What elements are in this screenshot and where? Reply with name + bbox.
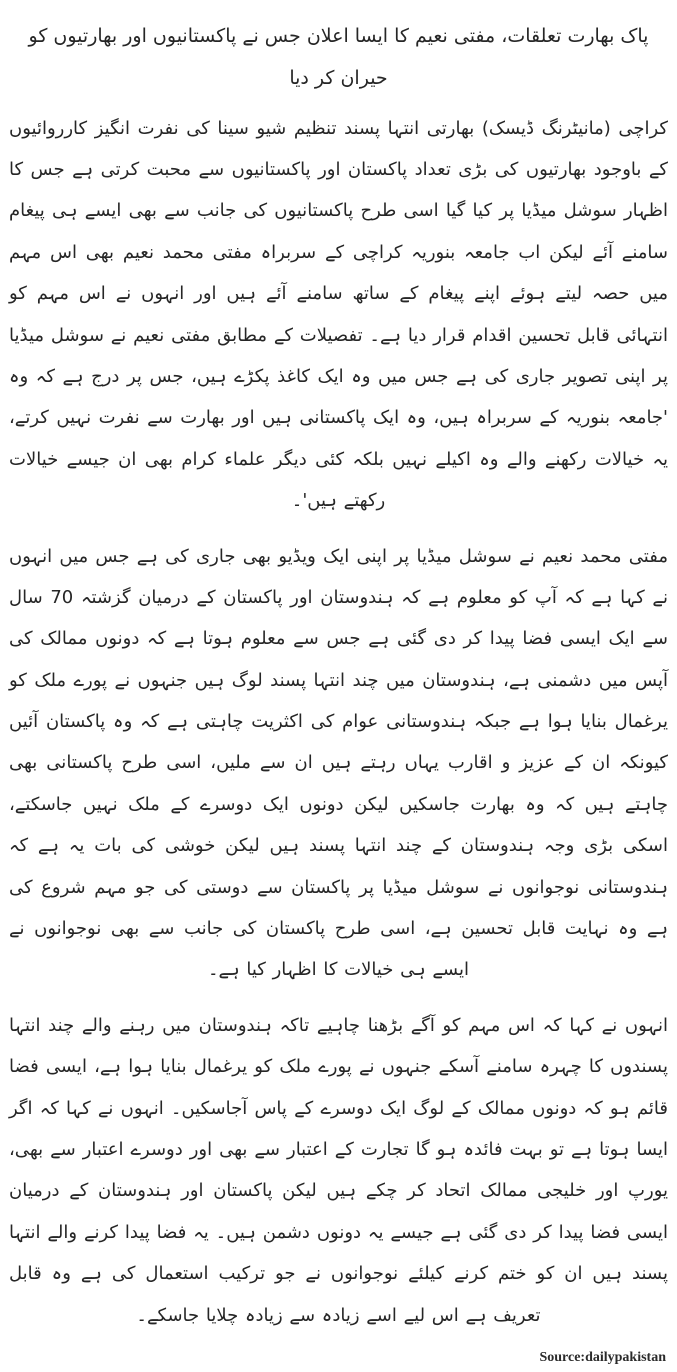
article-paragraph-intro: کراچی (مانیٹرنگ ڈیسک) بھارتی انتہا پسند تنظیم شیو سینا کی نفرت انگیز کارروائیوں کے باوجود بھارتیوں کی بڑی تعداد پاکستان اور پاکستانیوں سے محبت کرتی ہے جس کا اظہار سوشل میڈیا پر کیا گیا اسی طرح پاکستانیوں کی جانب سے بھی ایسے ہی پیغام سامنے آئے لیکن اب جامعہ بنوریہ کراچی کے سربراہ مفتی محمد نعیم بھی اس مہم میں حصہ لیتے ہوئے اپنے پیغام کے ساتھ سامنے آئے ہیں اور انہوں نے اس مہم کو انتہائی قابل تحسین اقدام قرار دیا ہے۔ تفصیلات کے مطابق مفتی نعیم نے سوشل میڈیا پر اپنی تصویر جاری کی ہے جس میں وہ ایک کاغذ پکڑے ہیں، جس پر درج ہے کہ وہ 'جامعہ بنوریہ کے سربراہ ہیں، وہ ایک پاکستانی ہیں اور بھارت سے نفرت نہیں کرتے، یہ خیالات رکھنے والے وہ اکیلے نہیں بلکہ کئی دیگر علماء کرام بھی ان جیسے خیالات رکھتے ہیں'۔ — [9, 117, 668, 512]
article-paragraph-conclusion: انہوں نے کہا کہ اس مہم کو آگے بڑھنا چاہیے تاکہ ہندوستان میں رہنے والے چند انتہا پسندوں کا چہرہ سامنے آسکے جنہوں نے پورے ملک کو یرغمال بنایا ہوا ہے، ایسی فضا قائم ہو کہ دونوں ممالک کے لوگ ایک دوسرے کے پاس آجاسکیں۔ انہوں نے کہا کہ اگر ایسا ہوتا ہے تو بہت فائدہ ہو گا تجارت کے اعتبار سے بھی اور دوسرے اعتبار سے بھی، یورپ اور خلیجی ممالک اتحاد کر چکے ہیں لیکن پاکستان اور ہندوستان کے درمیان ایسی فضا پیدا کر دی گئی ہے جیسے یہ دونوں دشمن ہیں۔ یہ فضا پیدا کرنے والے انتہا پسند ہیں ان کو ختم کرنے کیلئے نوجوانوں نے جو ترکیب استعمال کی ہے وہ قابل تعریف ہے اس لیے اسے زیادہ سے زیادہ چلایا جاسکے۔ — [9, 1014, 668, 1326]
article-headline: پاک بھارت تعلقات، مفتی نعیم کا ایسا اعلان جس نے پاکستانیوں اور بھارتیوں کو حیران کر دیا — [28, 25, 649, 89]
source-credit: Source:dailypakistan — [539, 1349, 666, 1365]
article-paragraph-video-statement: مفتی محمد نعیم نے سوشل میڈیا پر اپنی ایک ویڈیو بھی جاری کی ہے جس میں انہوں نے کہا ہے کہ آپ کو معلوم ہے کہ ہندوستان اور پاکستان کے درمیان گزشتہ 70 سال سے ایک ایسی فضا پیدا کر دی گئی ہے جس سے معلوم ہوتا ہے کہ دونوں ممالک کی آپس میں دشمنی ہے، ہندوستان میں چند انتہا پسند لوگ ہیں جنہوں نے پورے ملک کو یرغمال بنایا ہوا ہے جبکہ ہندوستانی عوام کی اکثریت چاہتی ہے کہ وہ پاکستان آئیں کیونکہ ان کے عزیز و اقارب یہاں رہتے ہیں ان سے ملیں، اسی طرح پاکستانی بھی چاہتے ہیں کہ وہ بھارت جاسکیں لیکن دونوں ایک دوسرے کے ملک نہیں جاسکتے، اسکی بڑی وجہ ہندوستان کے چند انتہا پسند ہیں لیکن خوشی کی بات یہ ہے کہ ہندوستانی نوجوانوں نے سوشل میڈیا پر پاکستان سے دوستی کی جو مہم شروع کی ہے وہ نہایت قابل تحسین ہے، اسی طرح پاکستان کی جانب سے بھی نوجوانوں نے ایسے ہی خیالات کا اظہار کیا ہے۔ — [9, 545, 668, 981]
